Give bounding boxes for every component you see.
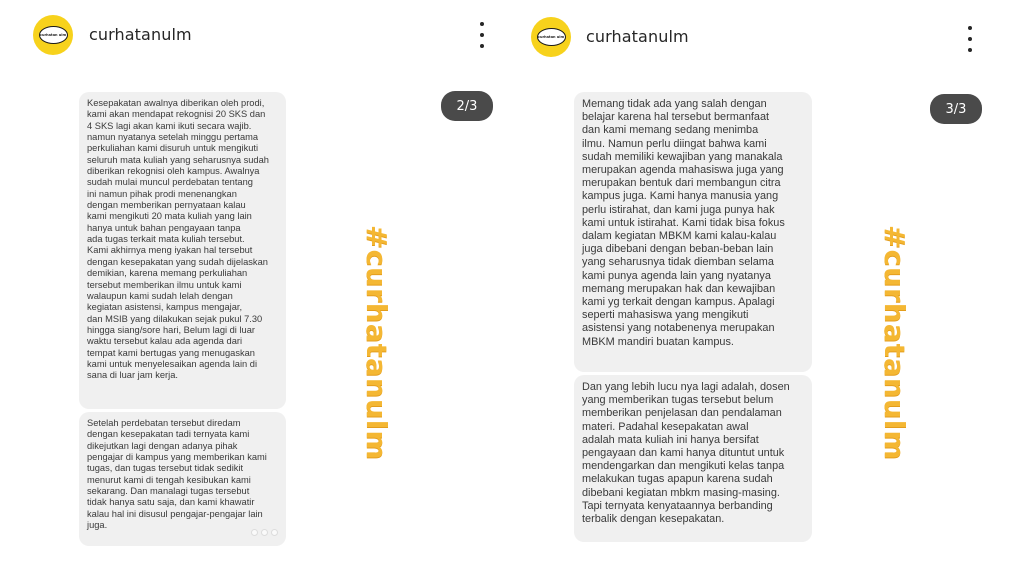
avatar-logo: curhatan ulm — [39, 26, 68, 44]
message-bubble — [79, 92, 286, 409]
hashtag-watermark: #curhatanulm — [878, 225, 911, 461]
avatar-logo: curhatan ulm — [537, 28, 566, 46]
message-bubble — [574, 92, 812, 372]
username[interactable]: curhatanulm — [89, 25, 192, 44]
hashtag-watermark: #curhatanulm — [360, 225, 393, 461]
message-text: Dan yang lebih lucu nya lagi adalah, dosen yang memberikan tugas tersebut belum memberikan penjelasan dan pendalaman materi. Padahal kesepakatan awal adalah mata kuliah ini hanya bersifat pengayaan dan kami hanya dituntut untuk mendengarkan dan mengikuti kelas tanpa melakukan tugas apapun karena sudah dibebani kegiatan mbkm masing-masing. Tapi ternyata kenyataannya berbanding terbalik dengan kesepakatan. — [582, 381, 790, 526]
avatar[interactable] — [33, 15, 73, 55]
message-text: Memang tidak ada yang salah dengan belajar karena hal tersebut bermanfaat dan kami memang sedang menimba ilmu. Namun perlu diingat bahwa kami sudah memiliki kewajiban yang manakala merupakan agenda mahasiswa juga yang merupakan bentuk dari membangun citra kampus juga. Kami hanya manusia yang perlu istirahat, dan kami juga punya hak kami untuk istirahat. Kami tidak bisa fokus dalam kegiatan MBKM kami kalau-kalau juga dibebani dengan beban-beban lain yang seharusnya tidak diemban selama kami punya agenda lain yang nyatanya memang merupakan hak dan kewajiban kami yg terkait dengan kampus. Apalagi seperti mahasiswa yang mengikuti asistensi yang notabenenya merupakan MBKM mandiri buatan kampus. — [582, 98, 785, 348]
post-header — [0, 0, 512, 72]
avatar[interactable] — [531, 17, 571, 57]
message-bubble — [79, 412, 286, 546]
message-text: Kesepakatan awalnya diberikan oleh prodi, kami akan mendapat rekognisi 20 SKS dan 4 SKS lagi akan kami ikuti secara wajib. namun nyatanya setelah minggu pertama perkuliahan kami disuruh untuk mengikuti seluruh mata kuliah yang seharusnya sudah diberikan rekognisi oleh kampus. Awalnya sudah mulai muncul perdebatan tentang ini namun pihak prodi menenangkan dengan memberikan pernyataan kalau kami mengikuti 20 mata kuliah yang lain hanya untuk bahan pengayaan tanpa ada tugas terkait mata kuliah tersebut. Kami akhirnya meng iyakan hal tersebut dengan kesepakatan yang sudah dijelaskan demikian, karena memang perkuliahan tersebut memberikan ilmu untuk kami walaupun kami sudah lelah dengan kegiatan asistensi, kampus mengajar, dan MSIB yang dilakukan sejak pukul 7.30 hingga siang/sore hari, Belum lagi di luar waktu tersebut kalau ada agenda dari tempat kami bertugas yang menugaskan kami untuk menyelesaikan agenda lain di sana di luar jam kerja. — [87, 98, 269, 381]
message-bubble — [574, 375, 812, 542]
page-counter: 2/3 — [441, 91, 493, 121]
page-counter: 3/3 — [930, 94, 982, 124]
more-options-icon[interactable] — [960, 26, 980, 52]
message-text: Setelah perdebatan tersebut diredam dengan kesepakatan tadi ternyata kami dikejutkan lagi dengan adanya pihak pengajar di kampus yang memberikan kami tugas, dan tugas tersebut tidak sedikit menurut kami di tengah kesibukan kami sekarang. Dan manalagi tugas tersebut tidak hanya satu saja, dan kami khawatir kalau hal ini disusul pengajar-pengajar lain juga. — [87, 418, 267, 531]
post-right — [512, 0, 1024, 576]
typing-dots-icon — [251, 529, 278, 536]
username[interactable]: curhatanulm — [586, 27, 689, 46]
more-options-icon[interactable] — [472, 22, 492, 48]
post-header — [512, 0, 1024, 72]
